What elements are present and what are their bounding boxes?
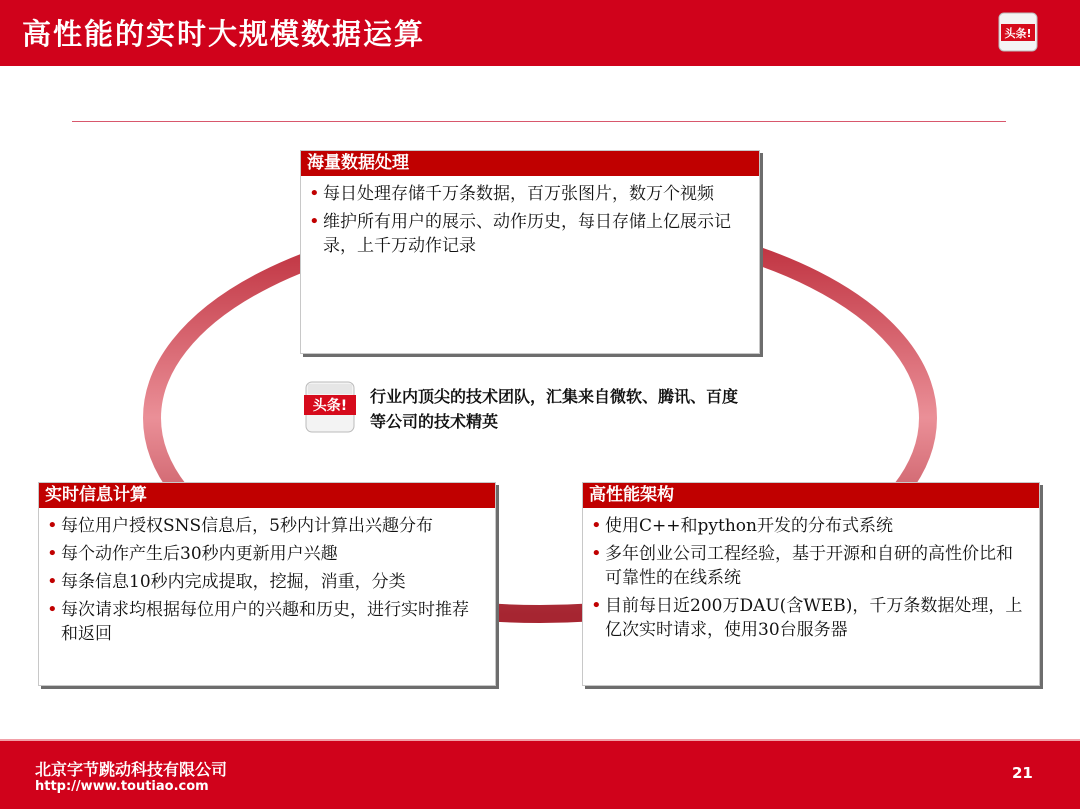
bullet-list xyxy=(583,508,1039,650)
company-name: 北京字节跳动科技有限公司 xyxy=(35,760,228,779)
list-item: • 多年创业公司工程经验，基于开源和自研的高性价比和可靠性的在线系统 xyxy=(591,542,1029,590)
team-description: 行业内顶尖的技术团队，汇集来自微软、腾讯、百度等公司的技术精英 xyxy=(370,387,739,431)
box-heading: 高性能架构 xyxy=(583,483,1039,508)
list-item: • 使用C++和python开发的分布式系统 xyxy=(591,514,1029,538)
box-heading: 海量数据处理 xyxy=(301,151,759,176)
company-url: http://www.toutiao.com xyxy=(35,779,209,794)
box-realtime-computing xyxy=(38,482,496,686)
box-data-processing xyxy=(300,150,760,354)
box-high-performance-architecture xyxy=(582,482,1040,686)
list-item: • 目前每日近200万DAU(含WEB)，千万条数据处理，上亿次实时请求，使用30台服务器 xyxy=(591,594,1029,642)
list-item: • 每日处理存储千万条数据，百万张图片，数万个视频 xyxy=(309,182,749,206)
box-heading: 实时信息计算 xyxy=(39,483,495,508)
toutiao-app-icon xyxy=(300,378,360,436)
list-item: • 每个动作产生后30秒内更新用户兴趣 xyxy=(47,542,485,566)
bullet-list xyxy=(39,508,495,654)
logo-text: 头条! xyxy=(1004,27,1032,40)
bullet-list xyxy=(301,176,759,266)
logo-text: 头条! xyxy=(312,398,348,414)
page-number: 21 xyxy=(1012,764,1033,782)
list-item: • 每条信息10秒内完成提取，挖掘，消重，分类 xyxy=(47,570,485,594)
slide-title: 高性能的实时大规模数据运算 xyxy=(22,17,426,51)
list-item: • 每位用户授权SNS信息后，5秒内计算出兴趣分布 xyxy=(47,514,485,538)
list-item: • 维护所有用户的展示、动作历史，每日存储上亿展示记录，上千万动作记录 xyxy=(309,210,749,258)
list-item: • 每次请求均根据每位用户的兴趣和历史，进行实时推荐和返回 xyxy=(47,598,485,646)
